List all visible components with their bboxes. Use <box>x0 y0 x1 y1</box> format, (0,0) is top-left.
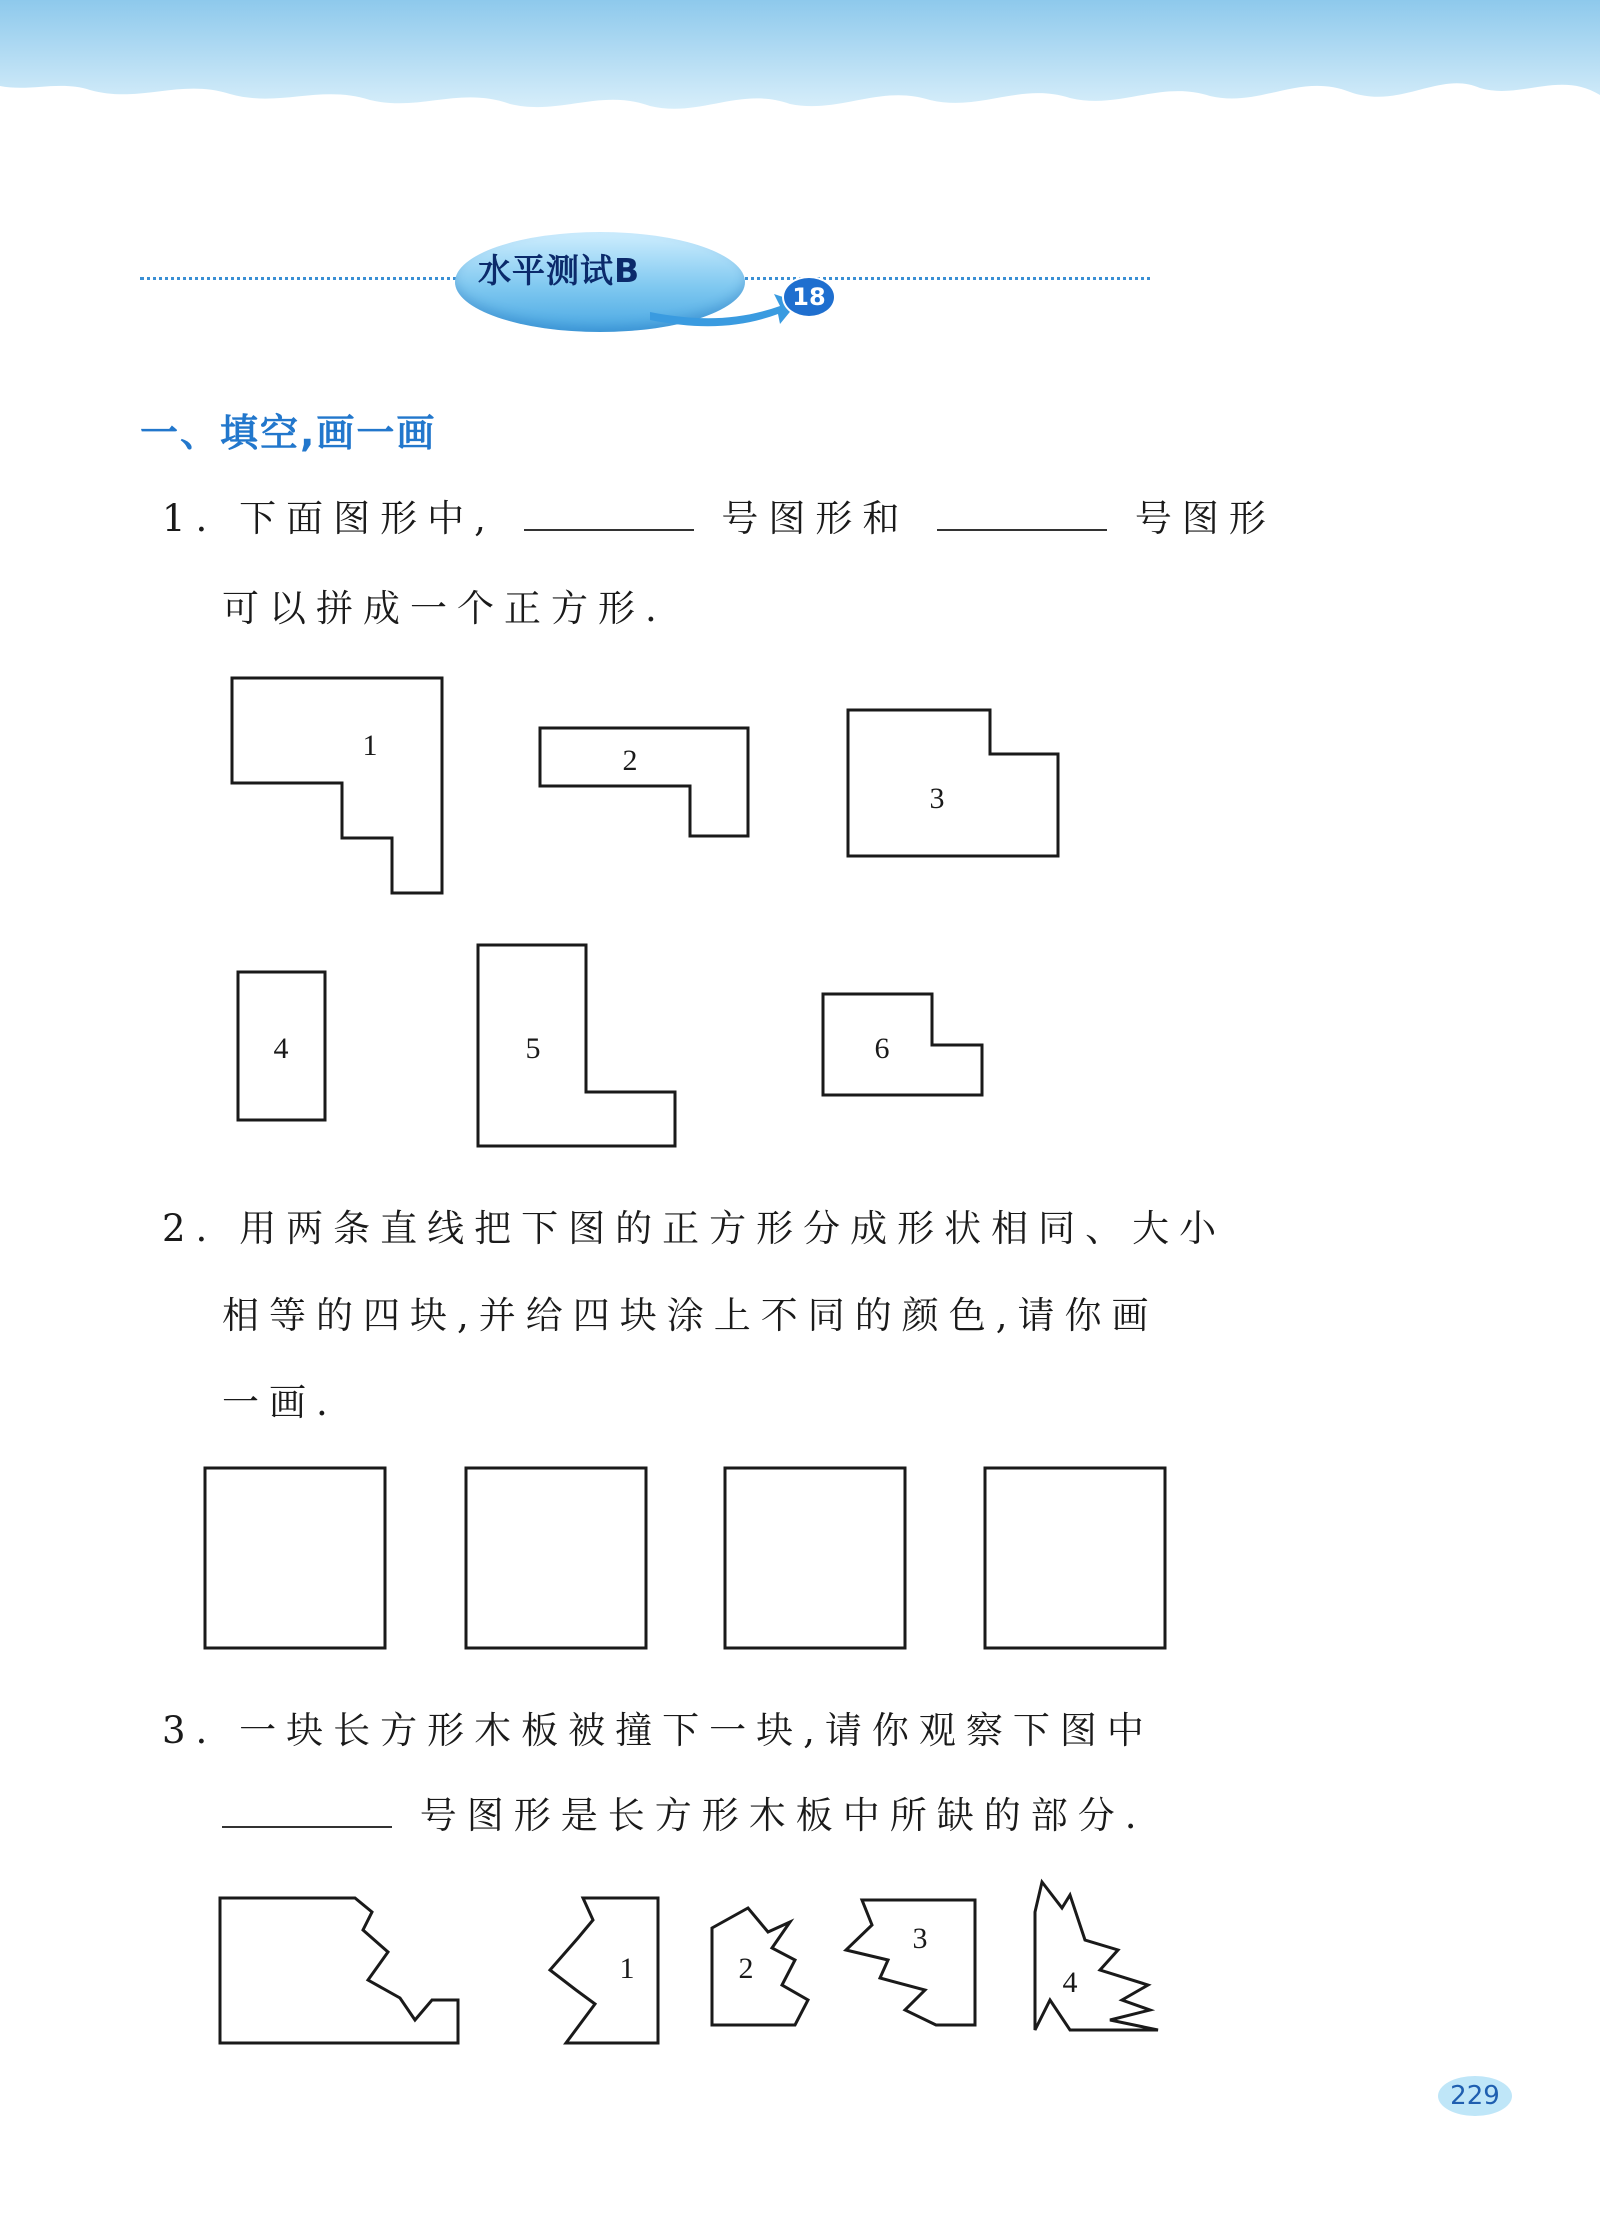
question-2-line-2: 相等的四块,并给四块涂上不同的颜色,请你画 <box>222 1294 1159 1337</box>
broken-board <box>220 1898 458 2043</box>
shape-4-label: 4 <box>273 1032 289 1065</box>
shape-5-label: 5 <box>525 1032 541 1065</box>
piece-3-label: 3 <box>912 1922 928 1955</box>
question-2-line-3: 一画. <box>222 1381 338 1424</box>
question-1-number: 1. <box>162 497 218 540</box>
shape-1-label: 1 <box>362 729 378 762</box>
piece-1-label: 1 <box>619 1952 635 1985</box>
question-2-text-1: 用两条直线把下图的正方形分成形状相同、大小 <box>239 1207 1227 1250</box>
page-title: 水平测试B <box>478 251 641 290</box>
piece-4 <box>1035 1882 1158 2030</box>
question-3-text-2: 号图形是长方形木板中所缺的部分. <box>419 1794 1147 1837</box>
question-3-number: 3. <box>162 1709 218 1752</box>
piece-2 <box>712 1908 808 2025</box>
page-number: 229 <box>1450 2081 1500 2111</box>
shape-3-label: 3 <box>929 782 945 815</box>
question-1-text-part1: 下面图形中, <box>239 497 496 540</box>
lesson-number-badge: 18 <box>782 276 836 318</box>
piece-1 <box>550 1898 658 2043</box>
piece-3 <box>846 1900 975 2025</box>
shape-2-label: 2 <box>622 744 638 777</box>
shape-6-label: 6 <box>874 1032 890 1065</box>
piece-2-label: 2 <box>738 1952 754 1985</box>
question-1-line-2: 可以拼成一个正方形. <box>222 587 667 630</box>
question-1-text-part2: 号图形和 <box>721 497 910 540</box>
section-title: 一、填空,画一画 <box>140 411 437 455</box>
question-2-number: 2. <box>162 1207 218 1250</box>
question-1-text-part3: 号图形 <box>1134 497 1276 540</box>
piece-4-label: 4 <box>1062 1966 1078 1999</box>
question-3-text-1: 一块长方形木板被撞下一块,请你观察下图中 <box>239 1709 1154 1752</box>
